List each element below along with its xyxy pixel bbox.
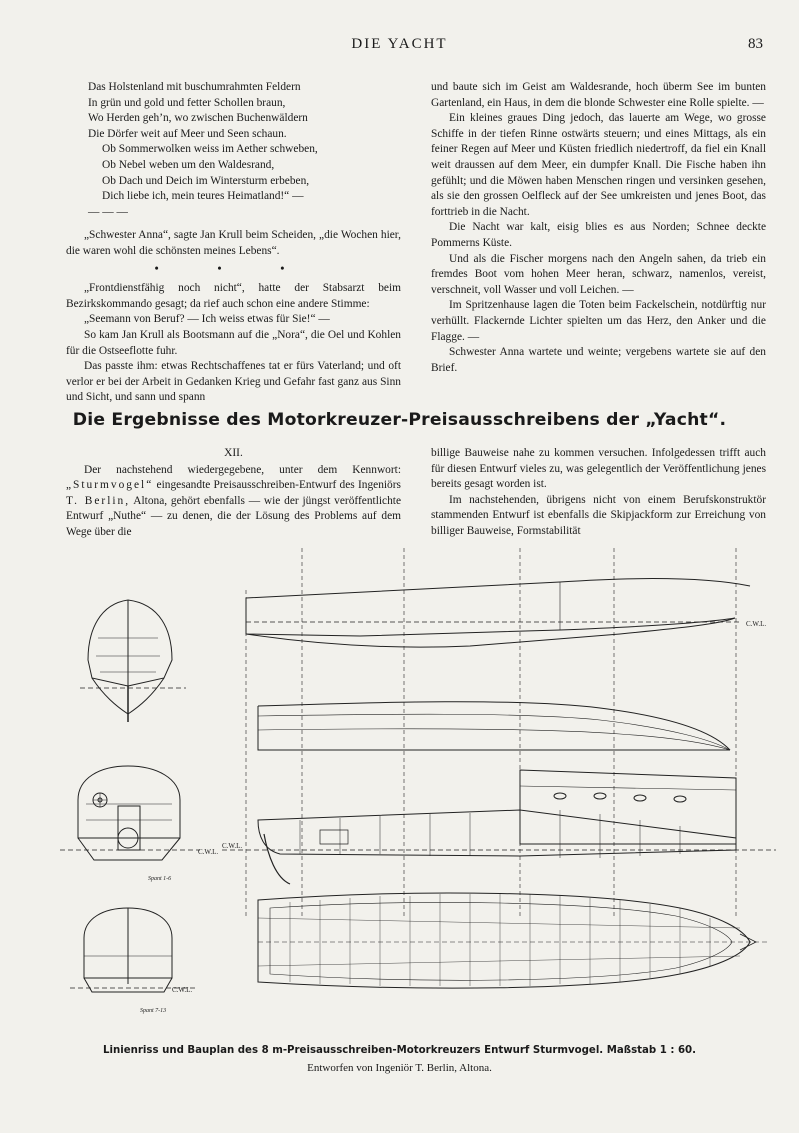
- poem-line: Das Holstenland mit buschumrahmten Feldern: [88, 81, 301, 93]
- poem-line: In grün und gold und fetter Schollen braun,: [88, 96, 286, 109]
- body-plan-sections: [80, 600, 186, 722]
- paragraph: „Frontdienstfähig noch nicht“, hatte der Stabsarzt beim Bezirkskommando gesagt; da rief auch schon eine andere Stimme:: [66, 282, 401, 310]
- cwl-label: C.W.L.: [198, 848, 219, 856]
- poem-line: Wo Herden geh’n, wo zwischen Buchenwäldern: [88, 112, 308, 125]
- paragraph: billige Bauweise nahe zu kommen versuchen. Infolgedessen trifft auch für diesen Entwurf vieles zu, was gelegentlich der Veröffentlichung jenes bereits gesagt worden ist.: [431, 447, 766, 491]
- figure-caption: Linienriss und Bauplan des 8 m-Preisausschreiben-Motorkreuzers Entwurf Sturmvogel. Maßstab 1 : 60.: [102, 1045, 697, 1056]
- paragraph: So kam Jan Krull als Bootsmann auf die „Nora“, die Oel und Kohlen für die Ostseeflotte fuhr.: [66, 328, 401, 357]
- paragraph: Ein kleines graues Ding jedoch, das lauerte am Wege, wo grosse Schiffe in der tiefen Rinne ostwärts steuern; und eines Mittags, als ein feiner Regen auf Meer und Küsten friedlich niedertroff, da fiel ein Knall weit draussen auf dem Meer, ein dumpfer Knall. Die Fische haben ihn gefühlt; und die Möwen haben Menschen ringen und versinken gesehen, als sie den grossen Oelfleck auf der See umkreisten und jenes Boot, das forttrieb in die Nacht.: [431, 112, 766, 218]
- cwl-label: C.W.L.: [172, 986, 193, 994]
- paragraph: Das passte ihm: etwas Rechtschaffenes tat er fürs Vaterland; und oft verlor er bei der Arbeit in Gedanken Krieg und Gefahr fast ganz aus Sinn und Sicht, und sann und spann: [66, 360, 401, 404]
- poem-line: Die Dörfer weit auf Meer und Seen schaun.: [88, 127, 287, 140]
- section-number: XII.: [224, 447, 243, 459]
- drawing-svg: [0, 538, 799, 1018]
- boat-line-drawing: [0, 538, 799, 1018]
- text: Der nachstehend wiedergegebene, unter dem Kennwort:: [84, 463, 401, 476]
- paragraph: Im Spritzenhause lagen die Toten beim Fackelschein, notdürftig nur verhüllt. Flackernde Lichter spielten um das Herz, den Anker und die Flagge. —: [431, 299, 766, 343]
- poem-line: Ob Nebel weben um den Waldesrand,: [102, 158, 275, 171]
- body-plan-deck: [60, 766, 200, 860]
- section-divider: • • •: [154, 262, 313, 275]
- cwl-label: C.W.L.: [746, 620, 767, 628]
- poem-line: Dich liebe ich, mein teures Heimatland!“ —: [102, 190, 304, 203]
- frame-label: Spant 1-6: [148, 876, 172, 882]
- paragraph: und baute sich im Geist am Waldesrande, hoch überm See im bunten Gartenland, ein Haus, in dem die blonde Schwester eine Rolle spielte. —: [431, 81, 766, 109]
- construction-profile: [222, 770, 776, 884]
- poem-line: Ob Dach und Deich im Wintersturm erbeben,: [102, 174, 310, 187]
- station-lines: [246, 548, 736, 918]
- body-plan-section-bottom: [70, 908, 196, 992]
- figure-credit: Entworfen von Ingeniör T. Berlin, Altona.: [307, 1062, 492, 1074]
- author-name: T. Berlin,: [66, 494, 131, 507]
- article-headline: Die Ergebnisse des Motorkreuzer-Preisausschreibens der „Yacht“.: [72, 410, 727, 430]
- paragraph: Im nachstehenden, übrigens nicht von einem Berufskonstruktör stammenden Entwurf ist ebenfalls die Skipjackform zur Erreichung von billiger Bauweise, Formstabilität: [431, 493, 766, 537]
- right-column-top: [431, 80, 766, 376]
- paragraph: „Seemann von Beruf? — Ich weiss etwas für Sie!“ —: [84, 313, 330, 326]
- kennwort: „Sturmvogel“: [66, 479, 154, 492]
- poem: [66, 80, 401, 220]
- profile-view: [246, 579, 750, 648]
- paragraph: Und als die Fischer morgens nach den Angeln sahen, da trieb ein fremdes Boot vom hohen Meer heran, schwarz, namenlos, vereist, verschneit, voll Wasser und voll Leichen. —: [431, 252, 766, 296]
- paragraph: Schwester Anna wartete und weinte; vergebens wartete sie auf den Brief.: [431, 346, 766, 374]
- paragraph: Die Nacht war kalt, eisig blies es aus Norden; Schnee deckte Pommerns Küste.: [431, 221, 766, 249]
- paragraph: [66, 463, 401, 541]
- frame-label: Spant 7-13: [140, 1008, 167, 1014]
- article-right-column: [431, 446, 766, 540]
- poem-line: Ob Sommerwolken weiss im Aether schweben,: [102, 143, 318, 156]
- text: eingesandte Preisausschreiben-Entwurf des Ingeniörs: [156, 479, 401, 492]
- text: Altona, gehört ebenfalls — wie der jüngst veröffentlichte Entwurf „Nuthe“ — zu denen, die der Lösung des Problems auf dem Wege über die: [66, 494, 401, 538]
- article-left-column: [66, 446, 401, 541]
- deck-plan: [258, 893, 770, 988]
- half-breadth-view: [258, 702, 730, 750]
- poem-line: — — —: [88, 205, 128, 218]
- cwl-label: C.W.L.: [222, 842, 243, 850]
- page-number: 83: [748, 36, 763, 52]
- left-column-top: [66, 80, 401, 406]
- running-title: DIE YACHT: [351, 36, 448, 52]
- paragraph: „Schwester Anna“, sagte Jan Krull beim Scheiden, „die Wochen hier, die waren wohl die schönsten meines Lebens“.: [66, 229, 401, 257]
